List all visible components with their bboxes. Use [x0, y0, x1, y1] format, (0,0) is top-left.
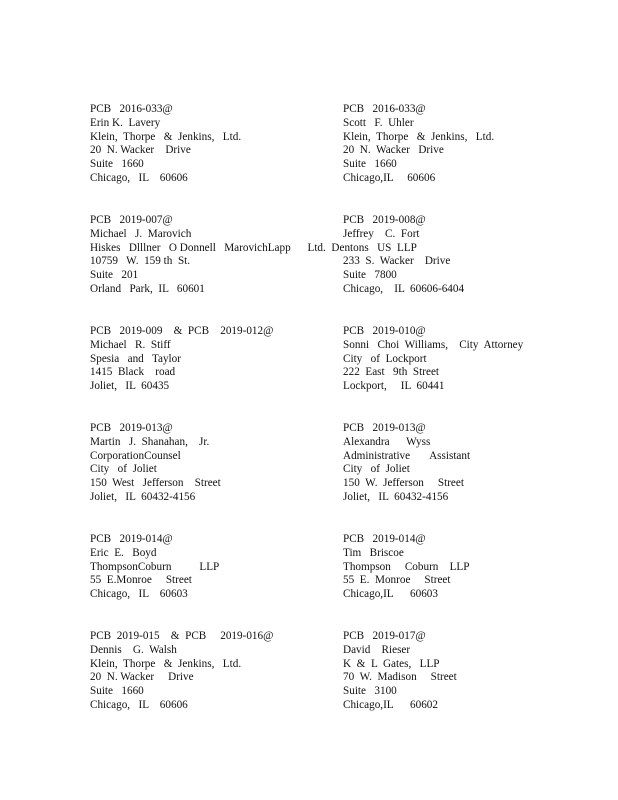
street-address: 150 West Jefferson Street	[90, 477, 221, 490]
contact-name: Eric E. Boyd	[90, 546, 157, 559]
street-address: 55 E.Monroe Street	[90, 574, 192, 587]
case-number: PCB 2019-007@	[90, 214, 173, 226]
organization	[343, 242, 464, 256]
city-state-zip: Chicago, IL 60603	[90, 588, 188, 601]
city-state-zip: Chicago,IL 60606	[343, 171, 436, 184]
case-number: PCB 2016-033@	[90, 103, 173, 115]
organization: City of Joliet	[90, 463, 157, 476]
city-state-zip: Joliet, IL 60432-4156	[343, 490, 449, 503]
city-state-zip: Joliet, IL 60435	[90, 380, 170, 393]
street-address: 55 E. Monroe Street	[343, 574, 451, 587]
case-number: PCB 2019-013@	[343, 422, 426, 434]
service-address-briscoe	[343, 533, 469, 602]
street-address: 150 W. Jefferson Street	[343, 477, 464, 490]
contact-name: Martin J. Shanahan, Jr.	[90, 435, 210, 448]
contact-name: David Rieser	[343, 643, 411, 656]
service-address-shanahan	[90, 422, 221, 505]
suite: Suite 1660	[90, 685, 144, 698]
street-address: 70 W. Madison Street	[343, 671, 457, 684]
suite: Suite 7800	[343, 269, 397, 282]
city-state-zip: Orland Park, IL 60601	[90, 282, 205, 295]
contact-name: Erin K. Lavery	[90, 116, 161, 129]
organization: City of Lockport	[343, 352, 427, 365]
case-number: PCB 2019-010@	[343, 325, 426, 337]
city-state-zip: Lockport, IL 60441	[343, 380, 445, 393]
organization: Klein, Thorpe & Jenkins, Ltd.	[90, 657, 242, 670]
service-address-stiff	[90, 325, 273, 394]
case-number: PCB 2019-008@	[343, 214, 426, 226]
suite: Suite 1660	[343, 158, 397, 171]
service-address-uhler	[343, 103, 494, 186]
street-address: 20 N. Wacker Drive	[343, 144, 444, 157]
contact-name: Dennis G. Walsh	[90, 643, 177, 656]
organization: Klein, Thorpe & Jenkins, Ltd.	[90, 130, 242, 143]
organization: City of Joliet	[343, 463, 410, 476]
service-address-wyss	[343, 422, 470, 505]
case-number: PCB 2019-009 & PCB 2019-012@	[90, 325, 274, 337]
case-number: PCB 2019-014@	[343, 533, 426, 545]
street-address: 222 East 9th Street	[343, 366, 440, 379]
contact-name: Michael J. Marovich	[90, 227, 192, 240]
service-address-williams	[343, 325, 523, 394]
street-address: 233 S. Wacker Drive	[343, 255, 451, 268]
title: CorporationCounsel	[90, 449, 181, 462]
service-address-rieser	[343, 630, 457, 713]
contact-name: Michael R. Stiff	[90, 338, 171, 351]
organization: ThompsonCoburn LLP	[90, 560, 220, 573]
city-state-zip: Joliet, IL 60432-4156	[90, 490, 196, 503]
street-address: 20 N. Wacker Drive	[90, 144, 191, 157]
city-state-zip: Chicago,IL 60602	[343, 698, 438, 711]
city-state-zip: Chicago, IL 60606	[90, 698, 188, 711]
contact-name: Tim Briscoe	[343, 546, 404, 559]
case-number: PCB 2019-015 & PCB 2019-016@	[90, 630, 274, 642]
case-number: PCB 2019-013@	[90, 422, 173, 434]
service-address-walsh	[90, 630, 273, 713]
street-address: 1415 Black road	[90, 366, 176, 379]
case-number: PCB 2016-033@	[343, 103, 426, 115]
title: Administrative Assistant	[343, 449, 471, 462]
organization: Hiskes Dlllner O Donnell MarovichLapp Ltd. Dentons US LLP	[90, 241, 417, 254]
street-address: 10759 W. 159 th St.	[90, 255, 191, 268]
contact-name: Jeffrey C. Fort	[343, 227, 420, 240]
city-state-zip: Chicago, IL 60606	[90, 171, 188, 184]
street-address: 20 N. Wacker Drive	[90, 671, 194, 684]
service-address-boyd	[90, 533, 219, 602]
contact-name: Sonni Choi Williams, City Attorney	[343, 338, 524, 351]
contact-name: Alexandra Wyss	[343, 435, 431, 448]
organization: Klein, Thorpe & Jenkins, Ltd.	[343, 130, 495, 143]
service-address-fort	[343, 214, 464, 297]
suite: Suite 201	[90, 269, 139, 282]
suite: Suite 1660	[90, 158, 144, 171]
organization: Spesia and Taylor	[90, 352, 181, 365]
city-state-zip: Chicago,IL 60603	[343, 588, 438, 601]
contact-name: Scott F. Uhler	[343, 116, 414, 129]
city-state-zip: Chicago, IL 60606-6404	[343, 282, 465, 295]
service-address-lavery	[90, 103, 241, 186]
organization: Thompson Coburn LLP	[343, 560, 470, 573]
organization: K & L Gates, LLP	[343, 657, 440, 670]
suite: Suite 3100	[343, 685, 397, 698]
case-number: PCB 2019-014@	[90, 533, 173, 545]
case-number: PCB 2019-017@	[343, 630, 426, 642]
